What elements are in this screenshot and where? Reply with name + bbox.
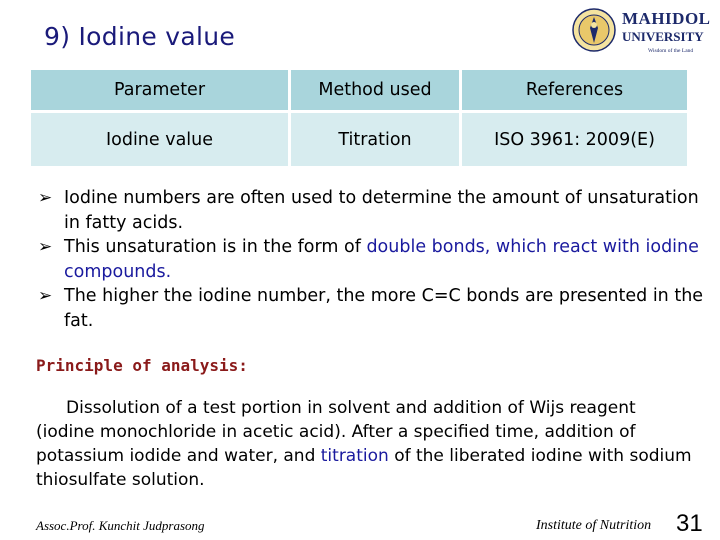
university-logo [572, 6, 712, 56]
principle-text-b: of the liberated iodine with sodium thiosulfate solution. [36, 446, 692, 490]
arrow-bullet-icon: ➢ [38, 237, 53, 257]
bullet-text: Iodine numbers are often used to determine the amount of unsaturation in fatty acids. [64, 188, 699, 233]
header-parameter: Parameter [31, 70, 290, 112]
slide-title: 9) Iodine value [44, 22, 236, 51]
principle-paragraph [36, 396, 696, 492]
list-item [38, 284, 708, 333]
bullet-text-a: This unsaturation is in the form of [64, 237, 367, 257]
header-references: References [461, 70, 688, 112]
header-method: Method used [290, 70, 461, 112]
table-row [31, 112, 687, 167]
logo-line-1: MAHIDOL [622, 9, 711, 28]
parameter-table [31, 70, 687, 166]
bullet-list [38, 186, 708, 333]
list-item [38, 235, 708, 284]
bullet-text-b: , which react with iodine compounds. [64, 237, 699, 282]
bullet-text: The higher the iodine number, the more C=C bonds are presented in the fat. [64, 286, 704, 331]
cell-method: Titration [290, 112, 461, 167]
cell-reference: ISO 3961: 2009(E) [461, 112, 688, 167]
footer-institute: Institute of Nutrition [536, 518, 652, 533]
logo-tagline: Wisdom of the Land [648, 48, 694, 54]
page-number: 31 [676, 510, 703, 537]
cell-parameter: Iodine value [31, 112, 290, 167]
list-item [38, 186, 708, 235]
principle-heading: Principle of analysis: [36, 356, 248, 375]
arrow-bullet-icon: ➢ [38, 188, 53, 208]
university-seal-icon [572, 8, 616, 52]
table-header-row [31, 70, 687, 112]
principle-highlight: titration [320, 446, 389, 466]
principle-text-a: Dissolution of a test portion in solvent and addition of Wijs reagent (iodine monochloride in acetic acid). After a specified time, addition of potassium iodide and water, and [36, 398, 636, 466]
arrow-bullet-icon: ➢ [38, 286, 53, 306]
bullet-highlight: double bonds [366, 237, 485, 257]
logo-line-2: UNIVERSITY [622, 29, 704, 44]
footer-author: Assoc.Prof. Kunchit Judprasong [36, 518, 205, 533]
